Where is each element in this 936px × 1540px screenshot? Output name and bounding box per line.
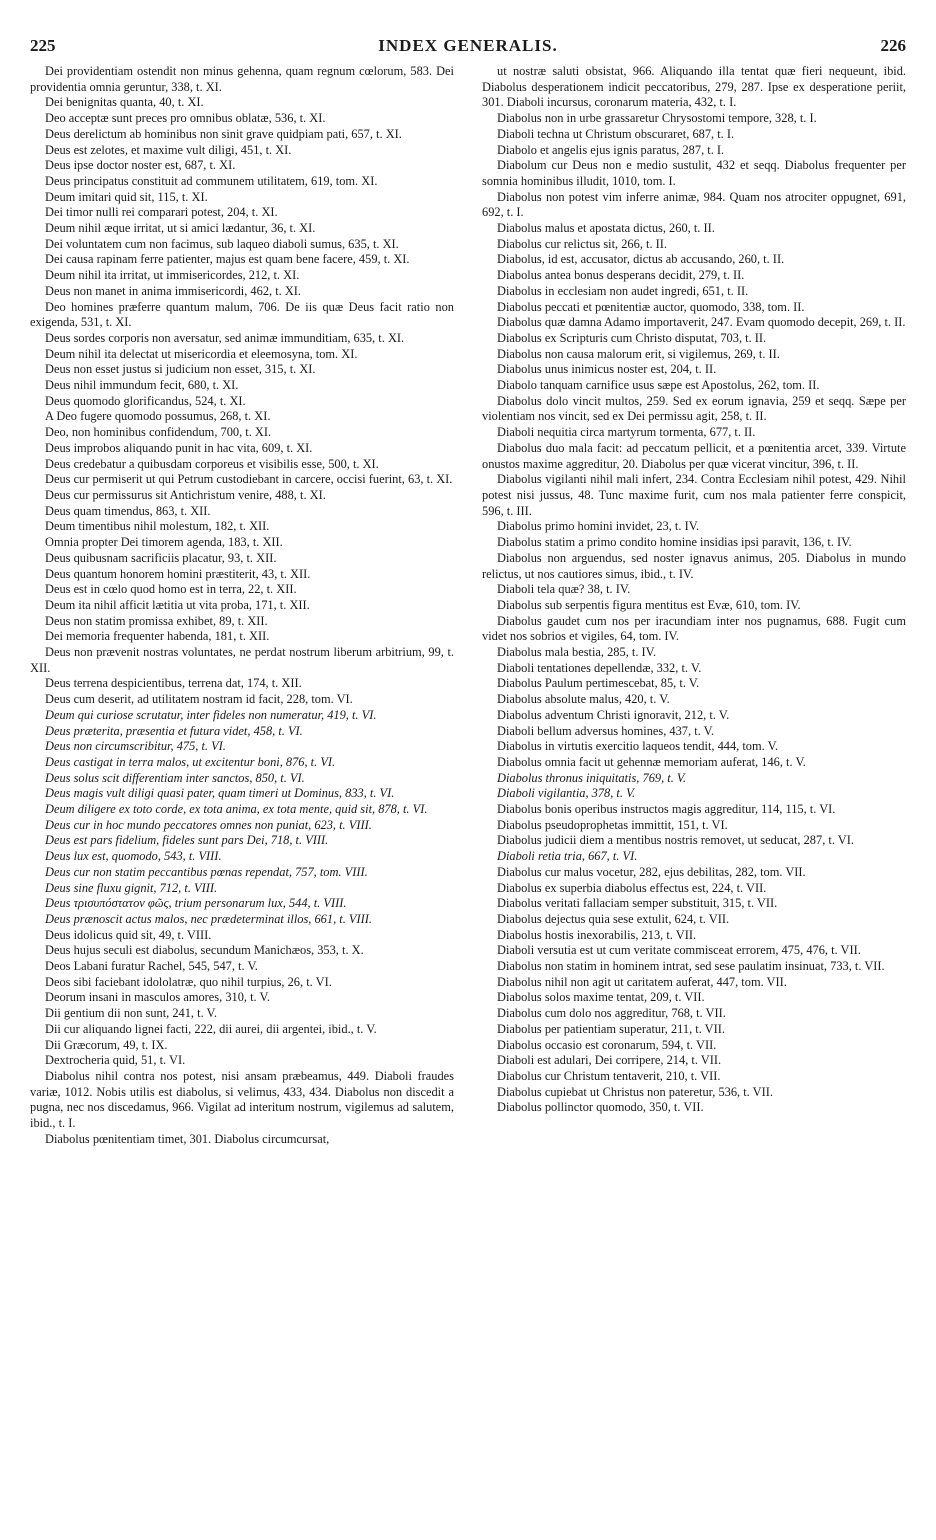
index-entry: Deo acceptæ sunt preces pro omnibus oblatæ, 536, t. XI. [45, 111, 326, 126]
index-entry: Diabolus duo mala facit: ad peccatum pellicit, et a pœnitentia arcet, 339. Virtute onustos maxime aggreditur, 20. Diabolus per quæ vicerat vincitur, 396, t. II. [482, 440, 906, 471]
index-entry: Deus quibusnam sacrificiis placatur, 93, t. XII. [45, 550, 277, 565]
index-entry: Deus solus scit differentiam inter sanctos, 850, t. VI. [45, 770, 305, 785]
index-entry: Diabolus ex superbia diabolus effectus est, 224, t. VII. [497, 880, 767, 895]
index-entry: Diabolus in virtutis exercitio laqueos tendit, 444, tom. V. [497, 739, 779, 754]
index-entry: Diabolus vigilanti nihil mali infert, 234. Contra Ecclesiam nihil potest, 429. Nihil potest nisi jussus, 48. Tunc maxime furit, cum nos mala patienter ferre conspicit, 596, t. III. [482, 472, 906, 518]
index-entry: Deos sibi faciebant idololatræ, quo nihil turpius, 26, t. VI. [45, 974, 332, 989]
index-entry: Diaboli versutia est ut cum veritate commisceat errorem, 475, 476, t. VII. [497, 943, 861, 958]
index-entry: Deus non statim promissa exhibet, 89, t. XII. [45, 613, 268, 628]
index-entry: Dei benignitas quanta, 40, t. XI. [45, 95, 204, 110]
index-entry: Diabolus non arguendus, sed noster ignavus animus, 205. Diabolus in mundo relictus, ut nos cautiores simus, ibid., t. IV. [482, 550, 906, 581]
index-entry: Diabolus dolo vincit multos, 259. Sed ex eorum ignavia, 259 et seqq. Sæpe per violentiam nos vincit, sed ex Dei permissu agit, 258, t. II. [482, 393, 906, 424]
index-entry: Deum diligere ex toto corde, ex tota anima, ex tota mente, quid sit, 878, t. VI. [45, 802, 428, 817]
index-entry: Deum nihil ita irritat, ut immisericordes, 212, t. XI. [45, 268, 300, 283]
index-entry: Diabolus pœnitentiam timet, 301. Diabolus circumcursat, [45, 1131, 330, 1146]
index-entry: Diabolus cum dolo nos aggreditur, 768, t. VII. [497, 1006, 726, 1021]
index-entry: Diabolus pseudoprophetas immittit, 151, t. VI. [497, 817, 728, 832]
index-entry: Diabolus sub serpentis figura mentitus est Evæ, 610, tom. IV. [497, 597, 801, 612]
index-entry: Deus non prævenit nostras voluntates, ne perdat nostrum liberum arbitrium, 99, t. XII. [30, 645, 454, 675]
index-entry: Deus castigat in terra malos, ut excitentur boni, 876, t. VI. [45, 754, 336, 769]
index-entry: Deus magis vult diligi quasi pater, quam timeri ut Dominus, 833, t. VI. [45, 786, 395, 801]
index-entry: Diabolus peccati et pœnitentiæ auctor, quomodo, 338, tom. II. [497, 299, 805, 314]
running-title: INDEX GENERALIS. [378, 36, 558, 55]
index-entry: Deus non manet in anima immisericordi, 462, t. XI. [45, 283, 302, 298]
index-entry: Deus τρισυπόστατον φῶς, trium personarum lux, 544, t. VIII. [45, 896, 347, 911]
index-entry: Diabolus primo homini invidet, 23, t. IV. [497, 519, 700, 534]
index-entry: Deorum insani in masculos amores, 310, t. V. [45, 990, 270, 1005]
index-entry: Diabolus mala bestia, 285, t. IV. [497, 645, 657, 660]
index-entry: Diabolus malus et apostata dictus, 260, t. II. [497, 221, 715, 236]
index-entry: Diabolus, id est, accusator, dictus ab accusando, 260, t. II. [497, 252, 785, 267]
index-entry: Deum imitari quid sit, 115, t. XI. [45, 189, 208, 204]
index-entry: Dei memoria frequenter habenda, 181, t. XII. [45, 629, 270, 644]
index-entry: A Deo fugere quomodo possumus, 268, t. XI. [45, 409, 271, 424]
left-page-number: 225 [30, 36, 56, 55]
index-entry: Deus idolicus quid sit, 49, t. VIII. [45, 927, 212, 942]
index-entry: Diaboli nequitia circa martyrum tormenta, 677, t. II. [497, 425, 756, 440]
index-entry: Diabolo et angelis ejus ignis paratus, 287, t. I. [497, 142, 725, 157]
index-entry: Dei providentiam ostendit non minus gehenna, quam regnum cœlorum, 583. Dei providentia omnia geruntur, 338, t. XI. [30, 64, 454, 94]
index-entry: Deus hujus seculi est diabolus, secundum Manichæos, 353, t. X. [45, 943, 364, 958]
index-entry: Deus est in cœlo quod homo est in terra, 22, t. XII. [45, 582, 297, 597]
index-entry: Diaboli vigilantia, 378, t. V. [497, 786, 636, 801]
index-entry: Deum ita nihil afficit lætitia ut vita proba, 171, t. XII. [45, 597, 310, 612]
index-entry: Dii Græcorum, 49, t. IX. [45, 1037, 168, 1052]
right-page-number: 226 [880, 36, 906, 55]
index-entry: Diabolus in ecclesiam non audet ingredi, 651, t. II. [497, 283, 749, 298]
index-entry: Diabolus ex Scripturis cum Christo disputat, 703, t. II. [497, 330, 767, 345]
index-entry: Diabolus adventum Christi ignoravit, 212, t. V. [497, 707, 730, 722]
index-entry: Dei timor nulli rei comparari potest, 204, t. XI. [45, 205, 278, 220]
index-entry: Diabolus statim a primo condito homine insidias ipsi paravit, 136, t. IV. [497, 535, 852, 550]
index-entry: Dii cur aliquando lignei facti, 222, dii aurei, dii argentei, ibid., t. V. [45, 1021, 377, 1036]
index-entry: Diabolus non causa malorum erit, si vigilemus, 269, t. II. [497, 346, 780, 361]
index-entry: Deum timentibus nihil molestum, 182, t. XII. [45, 519, 270, 534]
index-entry: Omnia propter Dei timorem agenda, 183, t. XII. [45, 535, 283, 550]
index-entry: Deus sine fluxu gignit, 712, t. VIII. [45, 880, 218, 895]
index-entry: Diabolus hostis inexorabilis, 213, t. VII. [497, 927, 697, 942]
index-entry: Deus sordes corporis non aversatur, sed animæ immunditiam, 635, t. XI. [45, 330, 405, 345]
index-entry: Deus credebatur a quibusdam corporeus et visibilis esse, 500, t. XI. [45, 456, 379, 471]
index-entry: Diabolus cur malus vocetur, 282, ejus debilitas, 282, tom. VII. [497, 864, 806, 879]
index-entry: Diabolo tanquam carnifice usus sæpe est Apostolus, 262, tom. II. [497, 378, 820, 393]
index-entry: Diabolus quæ damna Adamo importaverit, 247. Evam quomodo decepit, 269, t. II. [497, 315, 906, 330]
index-entry: Deus quam timendus, 863, t. XII. [45, 503, 211, 518]
index-entry: Diabolus cupiebat ut Christus non pateretur, 536, t. VII. [497, 1084, 773, 1099]
index-entry: Deos Labani furatur Rachel, 545, 547, t. V. [45, 959, 258, 974]
index-columns [30, 64, 906, 1500]
index-entry: Diabolus judicii diem a mentibus nostris removet, ut seducat, 287, t. VI. [497, 833, 854, 848]
index-entry: Deus prænoscit actus malos, nec prædeterminat illos, 661, t. VIII. [45, 911, 372, 926]
index-entry: Deus cur in hoc mundo peccatores omnes non puniat, 623, t. VIII. [45, 817, 372, 832]
index-entry: Deus præterita, præsentia et futura videt, 458, t. VI. [45, 723, 303, 738]
index-entry: Deus cur permiserit ut qui Petrum custodiebant in carcere, occisi fuerint, 63, t. XI. [45, 472, 453, 487]
index-entry: Deum nihil æque irritat, ut si amici lædantur, 36, t. XI. [45, 221, 316, 236]
index-entry: Diabolus solos maxime tentat, 209, t. VII. [497, 990, 705, 1005]
index-entry: Deo, non hominibus confidendum, 700, t. XI. [45, 425, 272, 440]
index-entry: Deum qui curiose scrutatur, inter fideles non numeratur, 419, t. VI. [45, 707, 377, 722]
index-entry: Diabolus non in urbe grassaretur Chrysostomi tempore, 328, t. I. [497, 111, 817, 126]
index-entry: Deus quomodo glorificandus, 524, t. XI. [45, 393, 246, 408]
index-entry: Diabolus gaudet cum nos per iracundiam inter nos pugnamus, 688. Fugit cum videt nos sobrios et vigiles, 64, tom. IV. [482, 613, 906, 644]
index-entry: Diabolus per patientiam superatur, 211, t. VII. [497, 1021, 725, 1036]
index-entry: Diabolus nihil contra nos potest, nisi ansam præbeamus, 449. Diaboli fraudes variæ, 1012. Nobis utilis est diabolus, si velimus, 433, 434. Diabolus non discedit a pugna, nec nos discedamus, 966. Vigilat ad interitum nostrum, vigilemus ad salutem, ibid., t. I. [30, 1069, 454, 1131]
index-entry: Dextrocheria quid, 51, t. VI. [45, 1053, 186, 1068]
index-entry: Diabolus bonis operibus instructos magis aggreditur, 114, 115, t. VI. [497, 802, 836, 817]
index-entry: Diabolus pollinctor quomodo, 350, t. VII. [497, 1100, 704, 1115]
index-entry: Deum nihil ita delectat ut misericordia et eleemosyna, tom. XI. [45, 346, 358, 361]
index-entry: Deus lux est, quomodo, 543, t. VIII. [45, 849, 222, 864]
index-entry: Deus cur permissurus sit Antichristum venire, 488, t. XI. [45, 487, 326, 502]
index-entry: Deus principatus constituit ad communem utilitatem, 619, tom. XI. [45, 173, 378, 188]
index-entry: Diabolus antea bonus desperans decidit, 279, t. II. [497, 268, 745, 283]
index-entry: Deus terrena despicientibus, terrena dat, 174, t. XII. [45, 676, 302, 691]
index-entry: Diaboli retia tria, 667, t. VI. [497, 849, 638, 864]
index-entry: Deus derelictum ab hominibus non sinit grave quidpiam pati, 657, t. XI. [45, 126, 402, 141]
index-entry: Diaboli bellum adversus homines, 437, t. V. [497, 723, 715, 738]
index-entry: Diabolus non statim in hominem intrat, sed sese paulatim insinuat, 733, t. VII. [497, 959, 885, 974]
index-entry: Deus est pars fidelium, fideles sunt pars Dei, 718, t. VIII. [45, 833, 329, 848]
index-entry: Diabolus occasio est coronarum, 594, t. VII. [497, 1037, 717, 1052]
index-entry: Diabolus nihil non agit ut caritatem auferat, 447, tom. VII. [497, 974, 787, 989]
left-column [30, 64, 454, 1500]
index-entry: Diaboli tentationes depellendæ, 332, t. V. [497, 660, 702, 675]
right-column [482, 64, 906, 1500]
index-entry: Diaboli techna ut Christum obscuraret, 687, t. I. [497, 126, 735, 141]
index-entry: Deus cum deserit, ad utilitatem nostram id facit, 228, tom. VI. [45, 692, 353, 707]
index-entry: Dii gentium dii non sunt, 241, t. V. [45, 1006, 217, 1021]
index-entry: Diabolus dejectus quia sese extulit, 624, t. VII. [497, 911, 730, 926]
index-entry: Diabolus unus inimicus noster est, 204, t. II. [497, 362, 717, 377]
index-entry: Diabolus thronus iniquitatis, 769, t. V. [497, 770, 686, 785]
index-entry: Diabolus veritati fallaciam semper substituit, 315, t. VII. [497, 896, 778, 911]
index-entry: Deus ipse doctor noster est, 687, t. XI. [45, 158, 236, 173]
index-entry: Dei causa rapinam ferre patienter, majus est quam bene facere, 459, t. XI. [45, 252, 410, 267]
index-entry: Diabolum cur Deus non e medio sustulit, 432 et seqq. Diabolus frequenter per somnia hominibus illudit, 1010, tom. I. [482, 158, 906, 188]
index-entry: Diabolus Paulum pertimescebat, 85, t. V. [497, 676, 700, 691]
index-entry: Deo homines præferre quantum malum, 706. De iis quæ Deus facit ratio non exigenda, 531, t. XI. [30, 299, 454, 330]
index-entry: Deus cur non statim peccantibus pœnas rependat, 757, tom. VIII. [45, 864, 368, 879]
index-entry: ut nostræ saluti obsistat, 966. Aliquando illa tentat quæ fieri nequeunt, ibid. Diabolus desperationem indicit peccatoribus, 279, 287. Ipse ex desperatione periit, 301. Diaboli incursus, coronarum materia, 432, t. I. [482, 64, 906, 110]
index-entry: Diabolus cur Christum tentaverit, 210, t. VII. [497, 1069, 721, 1083]
index-entry: Deus nihil immundum fecit, 680, t. XI. [45, 378, 239, 393]
index-entry: Diabolus non potest vim inferre animæ, 984. Quam nos atrociter oppugnet, 691, 692, t. I. [482, 189, 906, 220]
index-entry: Deus improbos aliquando punit in hac vita, 609, t. XI. [45, 440, 313, 455]
index-entry: Diabolus omnia facit ut gehennæ memoriam auferat, 146, t. V. [497, 754, 806, 769]
index-entry: Deus non esset justus si judicium non esset, 315, t. XI. [45, 362, 316, 377]
page-header [30, 36, 906, 60]
index-entry: Deus non circumscribitur, 475, t. VI. [45, 739, 226, 754]
index-entry: Diaboli est adulari, Dei corripere, 214, t. VII. [497, 1053, 722, 1068]
index-entry: Diabolus cur relictus sit, 266, t. II. [497, 236, 667, 251]
index-entry: Diaboli tela quæ? 38, t. IV. [497, 582, 631, 597]
index-entry: Diabolus absolute malus, 420, t. V. [497, 692, 670, 707]
index-entry: Deus quantum honorem homini præstiterit, 43, t. XII. [45, 566, 311, 581]
index-entry: Dei voluntatem cum non facimus, sub laqueo diaboli sumus, 635, t. XI. [45, 236, 399, 251]
index-entry: Deus est zelotes, et maxime vult diligi, 451, t. XI. [45, 142, 292, 157]
